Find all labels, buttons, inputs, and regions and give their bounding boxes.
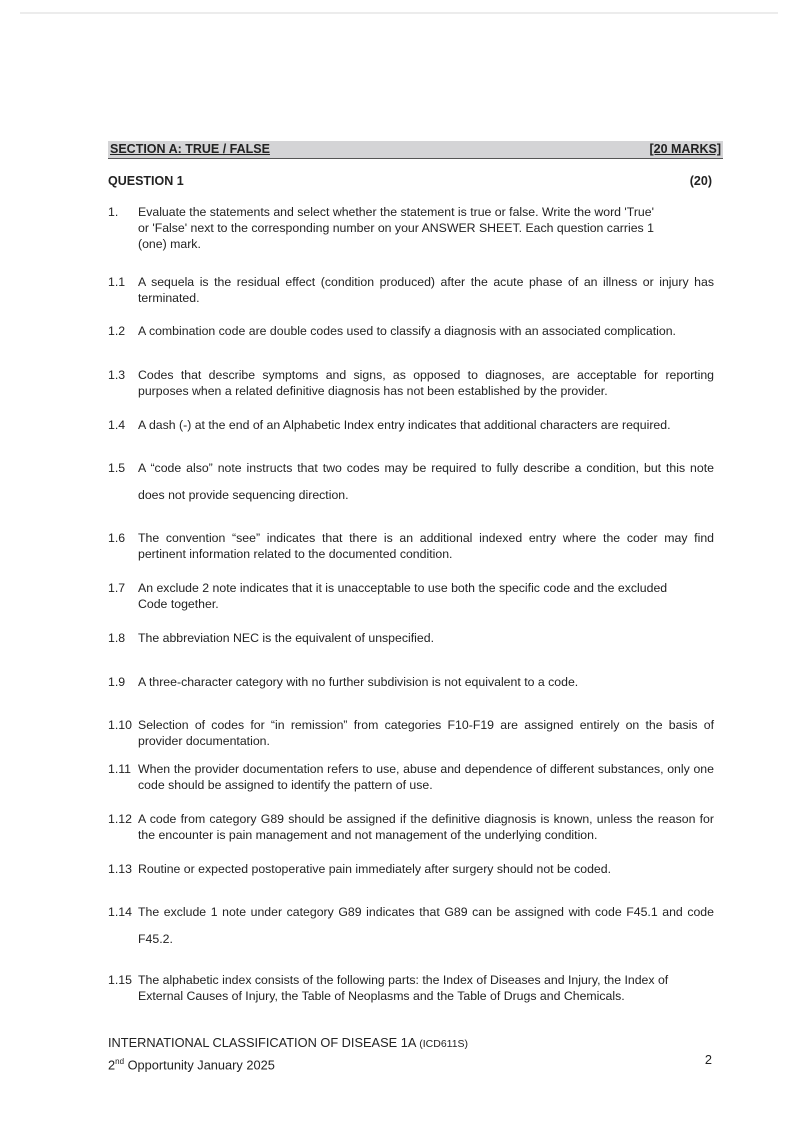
question-header	[108, 174, 712, 188]
opportunity-number: 2	[108, 1057, 116, 1073]
item-text: Routine or expected postoperative pain immediately after surgery should not be coded.	[138, 862, 612, 876]
list-item	[108, 899, 714, 953]
list-item	[108, 274, 714, 306]
question-title: QUESTION 1	[108, 174, 184, 188]
item-number: 1.6	[108, 531, 126, 545]
list-item	[108, 630, 714, 646]
item-number: 1.14	[108, 905, 132, 919]
list-item	[108, 455, 714, 509]
item-number: 1.3	[108, 368, 126, 382]
question-marks: (20)	[689, 174, 712, 188]
footer	[108, 1034, 712, 1073]
item-text: A combination code are double codes used to classify a diagnosis with an associated complication.	[138, 324, 676, 338]
list-item	[108, 761, 714, 793]
item-number: 1.15	[108, 973, 132, 987]
section-title: SECTION A: TRUE / FALSE	[110, 142, 270, 156]
scan-edge	[20, 12, 778, 14]
section-header	[108, 141, 723, 159]
item-number: 1.11	[108, 762, 132, 776]
section-marks: [20 MARKS]	[649, 142, 721, 156]
list-item	[108, 674, 714, 690]
item-text: An exclude 2 note indicates that it is unacceptable to use both the specific code and the excluded Code together.	[138, 581, 668, 611]
opportunity-suffix: nd	[115, 1057, 125, 1066]
list-item	[108, 367, 714, 399]
item-number: 1.4	[108, 418, 126, 432]
item-number: 1.7	[108, 581, 126, 595]
item-text: A three-character category with no further subdivision is not equivalent to a code.	[138, 675, 579, 689]
item-text: A “code also” note instructs that two codes may be required to fully describe a condition, but this note does not provide sequencing direction.	[138, 461, 714, 502]
item-text: When the provider documentation refers to use, abuse and dependence of different substances, only one code should be assigned to identify the pattern of use.	[138, 762, 714, 792]
item-text: Evaluate the statements and select whether the statement is true or false. Write the word 'True' or 'False' next to the corresponding number on your ANSWER SHEET. Each question carries 1 (one) mark.	[138, 205, 654, 251]
item-text: The abbreviation NEC is the equivalent of unspecified.	[138, 631, 434, 645]
item-text: A code from category G89 should be assigned if the definitive diagnosis is known, unless the reason for the encounter is pain management and not management of the underlying condition.	[138, 812, 714, 842]
item-number: 1.2	[108, 324, 126, 338]
list-item	[108, 861, 714, 877]
item-number: 1.12	[108, 812, 132, 826]
list-item	[108, 530, 714, 562]
item-text: A sequela is the residual effect (condition produced) after the acute phase of an illness or injury has terminated.	[138, 275, 714, 305]
list-item	[108, 717, 714, 749]
item-number: 1.8	[108, 631, 126, 645]
item-text: A dash (-) at the end of an Alphabetic Index entry indicates that additional characters are required.	[138, 418, 671, 432]
page-number: 2	[704, 1052, 712, 1067]
item-text: The exclude 1 note under category G89 indicates that G89 can be assigned with code F45.1 and code F45.2.	[138, 905, 714, 946]
item-number: 1.	[108, 205, 119, 219]
list-item	[108, 417, 714, 433]
opportunity-text: Opportunity January 2025	[124, 1057, 275, 1073]
item-text: The alphabetic index consists of the following parts: the Index of Diseases and Injury, the Index of External Causes of Injury, the Table of Neoplasms and the Table of Drugs and Chemicals.	[138, 973, 669, 1003]
item-number: 1.13	[108, 862, 132, 876]
item-text: Codes that describe symptoms and signs, as opposed to diagnoses, are acceptable for reporting purposes when a related definitive diagnosis has not been established by the provider.	[138, 368, 714, 398]
list-item	[108, 811, 714, 843]
list-item	[108, 323, 714, 339]
item-text: Selection of codes for “in remission” from categories F10-F19 are assigned entirely on the basis of provider documentation.	[138, 718, 714, 748]
item-number: 1.1	[108, 275, 126, 289]
course-code: (ICD611S)	[419, 1038, 469, 1050]
item-number: 1.5	[108, 461, 126, 475]
item-number: 1.9	[108, 675, 126, 689]
instruction	[108, 204, 668, 252]
item-text: The convention “see” indicates that there is an additional indexed entry where the coder may find pertinent information related to the documented condition.	[138, 531, 714, 561]
list-item	[108, 972, 688, 1004]
list-item	[108, 580, 668, 612]
item-number: 1.10	[108, 718, 132, 732]
course-title: INTERNATIONAL CLASSIFICATION OF DISEASE 1A	[108, 1035, 416, 1050]
